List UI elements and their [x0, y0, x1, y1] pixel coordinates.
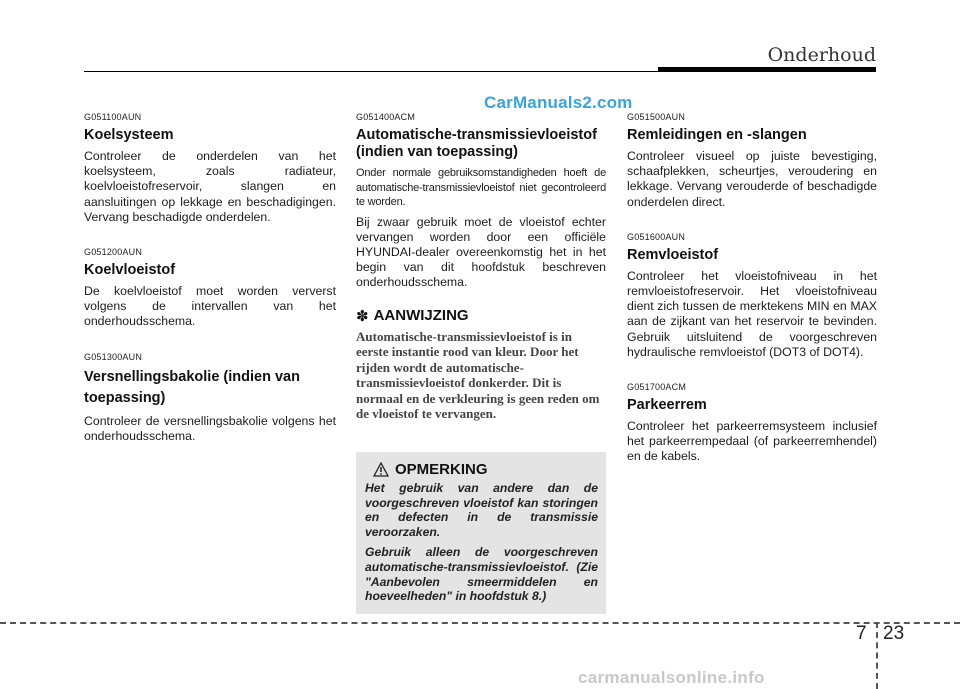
note-heading — [356, 307, 606, 325]
section-text-normal-use: Onder normale gebruiksomstandigheden hoeft de automatische-transmissievloeistof niet gecontroleerd te worden. — [356, 167, 606, 208]
section-heading: Versnellingsbakolie (indien van toepassing) — [84, 368, 300, 406]
chapter-number: 7 — [856, 623, 867, 644]
note-title: AANWIJZING — [373, 307, 469, 325]
section-heading: Koelsysteem — [84, 127, 174, 143]
section-code: G051300AUN — [84, 351, 143, 362]
section-text: Controleer de onderdelen van het koelsysteem, zoals radiateur, koelvloeistofreservoir, slangen en aansluitingen op lekkage en beschadigingen. Vervang beschadigde onderdelen. — [84, 149, 336, 224]
section-code: G051500AUN — [627, 112, 686, 122]
caution-text-2: Gebruik alleen de voorgeschreven automatische-transmissievloeistof. (Zie "Aanbevolen smeermiddelen en hoeveelheden" in hoofdstuk 8.) — [365, 545, 598, 604]
section-remvloeistof — [627, 232, 877, 360]
caution-title: OPMERKING — [395, 461, 488, 478]
section-code: G051700ACM — [627, 382, 687, 393]
header-rule-accent — [658, 67, 876, 72]
caution-text-1: Het gebruik van andere dan de voorgeschreven vloeistof kan storingen en defecten in de transmissie veroorzaken. — [365, 481, 598, 539]
section-text: De koelvloeistof moet worden ververst volgens de intervallen van het onderhoudsschema. — [84, 284, 336, 329]
page-number-divider — [876, 622, 878, 689]
caution-heading — [365, 461, 598, 478]
section-heading: Remleidingen en -slangen — [627, 127, 807, 143]
asterisk-icon: ✽ — [356, 307, 369, 325]
column-left — [84, 112, 336, 466]
section-text: Controleer het vloeistofniveau in het remvloeistofreservoir. Het vloeistofniveau dient zich tussen de merktekens MIN en MAX aan de zijkant van het reservoir te bevinden. Gebruik uitsluitend de voorgeschreven hydraulische remvloeistof (DOT3 of DOT4). — [627, 268, 877, 359]
section-remleidingen — [627, 112, 877, 210]
footer-divider — [0, 622, 960, 624]
section-parkeerrem — [627, 382, 877, 465]
section-title: Onderhoud — [767, 44, 876, 66]
watermark-bottom: carmanualsonline.info — [578, 668, 765, 687]
column-right — [627, 112, 877, 487]
section-code: G051100AUN — [84, 112, 142, 122]
warning-triangle-icon — [373, 462, 389, 477]
page-number: 23 — [883, 623, 905, 644]
note-text: Automatische-transmissievloeistof is in eerste instantie rood van kleur. Door het rijden wordt de automatische-transmissievloeistof donkerder. Dit is normaal en de verkleuring is geen reden om de vloeistof te vervangen. — [356, 328, 600, 422]
section-code: G051400ACM — [356, 112, 416, 122]
section-code: G051600AUN — [627, 231, 686, 242]
note-block — [356, 307, 606, 422]
section-koelsysteem — [84, 112, 336, 225]
header-rule — [84, 71, 658, 72]
section-heading: Parkeerrem — [627, 397, 707, 414]
section-versnellingsbakolie — [84, 352, 336, 444]
section-text: Controleer het parkeerremsysteem inclusief het parkeerrempedaal (of parkeerremhendel) en de kabels. — [627, 419, 877, 464]
section-text: Controleer visueel op juiste bevestiging, schaafplekken, scheurtjes, veroudering en lekkage. Vervang verouderde of beschadigde onderdelen direct. — [627, 149, 877, 209]
section-heading: Automatische-transmissievloeistof (indien van toepassing) — [356, 127, 597, 160]
section-text-heavy-use: Bij zwaar gebruik moet de vloeistof echter vervangen worden door een officiële HYUNDAI-dealer overeenkomstig het in het begin van dit hoofdstuk beschreven onderhoudsschema. — [356, 214, 606, 290]
section-heading: Remvloeistof — [627, 246, 719, 263]
column-middle — [356, 112, 606, 422]
section-code: G051200AUN — [84, 247, 143, 258]
watermark-top: CarManuals2.com — [484, 93, 633, 112]
section-heading: Koelvloeistof — [84, 262, 176, 279]
section-koelvloeistof — [84, 247, 336, 330]
section-text: Controleer de versnellingsbakolie volgens het onderhoudsschema. — [84, 413, 336, 443]
caution-box — [356, 452, 606, 614]
